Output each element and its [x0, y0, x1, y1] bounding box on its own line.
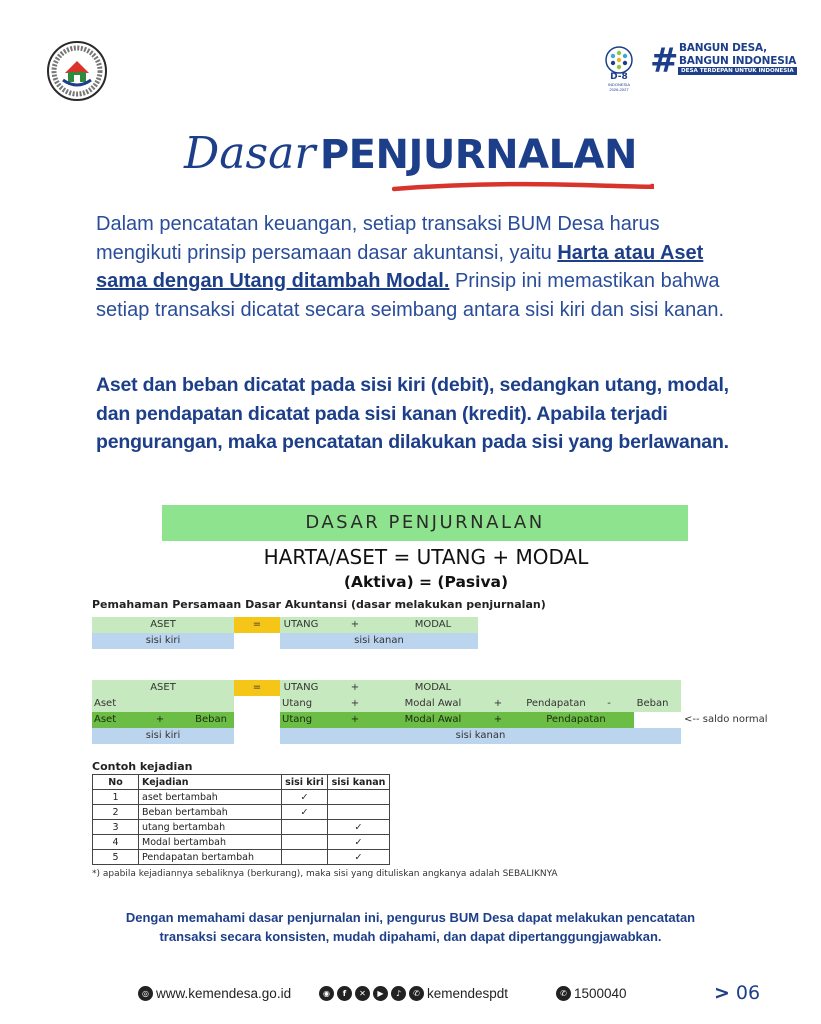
intro-text-before: Dalam pencatatan keuangan, setiap transaksi BUM Desa harus mengikuti prinsip persamaan dasar akuntansi, yaitu — [96, 213, 660, 264]
table-row — [93, 805, 390, 820]
t1-aset-header: ASET — [92, 617, 234, 633]
t1-modal-header: MODAL — [388, 617, 478, 633]
intro-paragraph — [96, 210, 736, 324]
example-left-check: ✓ — [282, 790, 328, 805]
figure-banner: DASAR PENJURNALAN — [162, 505, 688, 541]
x-icon[interactable]: ✕ — [355, 986, 370, 1001]
example-right-check — [328, 790, 390, 805]
journal-basics-figure — [86, 495, 766, 887]
d8-sub-country: INDONESIA — [607, 82, 630, 87]
example-no: 3 — [93, 820, 139, 835]
tiktok-icon[interactable]: ♪ — [391, 986, 406, 1001]
example-right-check: ✓ — [328, 820, 390, 835]
t1-plus: + — [322, 617, 388, 633]
example-right-check: ✓ — [328, 835, 390, 850]
t2-utang-header: UTANG — [280, 680, 322, 696]
example-right-check: ✓ — [328, 850, 390, 865]
chevron-right-icon: > — [714, 982, 730, 1004]
example-header-right: sisi kanan — [328, 775, 390, 790]
intro-text-after: Prinsip ini memastikan bahwa setiap transaksi dicatat secara seimbang antara sisi kiri dan sisi kanan. — [96, 270, 725, 321]
table-row — [93, 835, 390, 850]
t2-header-fill — [478, 680, 681, 696]
intro-highlight: Harta atau Aset sama dengan Utang ditambah Modal. — [96, 241, 704, 292]
facebook-icon[interactable]: f — [337, 986, 352, 1001]
rule-paragraph: Aset dan beban dicatat pada sisi kiri (debit), sedangkan utang, modal, dan pendapatan dicatat pada sisi kanan (kredit). Apabila terjadi pengurangan, maka pencatatan dilakukan pada sisi yang berlawanan. — [96, 374, 729, 453]
title-underline-brush — [392, 180, 654, 194]
t1-left-side: sisi kiri — [92, 633, 234, 649]
t2-r1-modal: Modal Awal — [388, 696, 478, 712]
social-handle: kemendespdt — [427, 985, 509, 1001]
example-left-check — [282, 850, 328, 865]
table-row — [93, 850, 390, 865]
phone-icon: ✆ — [556, 986, 571, 1001]
t2-r1-plus1: + — [322, 696, 388, 712]
t2-r2-plus2: + — [478, 712, 518, 728]
campaign-line-2: BANGUN INDONESIA — [679, 55, 797, 67]
t1-equals: = — [234, 617, 280, 633]
youtube-icon[interactable]: ▶ — [373, 986, 388, 1001]
d8-label: D-8 — [610, 72, 628, 82]
example-no: 2 — [93, 805, 139, 820]
t2-left-side: sisi kiri — [92, 728, 234, 744]
example-left-check: ✓ — [282, 805, 328, 820]
t2-r2-aset: Aset — [92, 712, 132, 728]
campaign-line-1: BANGUN DESA, — [679, 42, 767, 54]
t2-r1-utang: Utang — [280, 696, 322, 712]
example-event: aset bertambah — [139, 790, 282, 805]
table-row — [93, 790, 390, 805]
page-number-value: 06 — [735, 982, 761, 1004]
t2-plus: + — [322, 680, 388, 696]
example-table — [92, 774, 390, 865]
example-event: Beban bertambah — [139, 805, 282, 820]
whatsapp-icon[interactable]: ✆ — [409, 986, 424, 1001]
hashtag-icon: # — [650, 41, 679, 81]
example-footnote: *) apabila kejadiannya sebaliknya (berkurang), maka sisi yang dituliskan angkanya adalah SEBALIKNYA — [92, 869, 558, 879]
globe-icon: ◎ — [138, 986, 153, 1001]
example-header-no: No — [93, 775, 139, 790]
t2-r1-beban: Beban — [624, 696, 681, 712]
closing-statement: Dengan memahami dasar penjurnalan ini, pengurus BUM Desa dapat melakukan pencatatan transaksi secara konsisten, mudah dipahami, dan dapat dipertanggungjawabkan. — [125, 910, 696, 944]
d8-sub-years: 2026-2027 — [609, 87, 629, 92]
t1-right-side: sisi kanan — [280, 633, 478, 649]
t2-r2-utang: Utang — [280, 712, 322, 728]
footer-social[interactable] — [319, 984, 508, 1002]
t2-r2-plus1: + — [322, 712, 388, 728]
example-event: Modal bertambah — [139, 835, 282, 850]
accounting-equation: HARTA/ASET = UTANG + MODAL — [263, 545, 589, 569]
ministry-logo — [46, 40, 108, 102]
title-bold: PENJURNALAN — [319, 132, 637, 178]
example-no: 1 — [93, 790, 139, 805]
footer-website[interactable] — [138, 984, 291, 1002]
example-no: 4 — [93, 835, 139, 850]
example-header-row — [93, 775, 390, 790]
campaign-tagline: DESA TERDEPAN UNTUK INDONESIA — [678, 67, 797, 75]
t2-r2-modal: Modal Awal — [388, 712, 478, 728]
t2-aset-header: ASET — [92, 680, 234, 696]
figure-section-title: Pemahaman Persamaan Dasar Akuntansi (dasar melakukan penjurnalan) — [92, 598, 546, 611]
example-left-check — [282, 820, 328, 835]
example-left-check — [282, 835, 328, 850]
page-number — [714, 982, 760, 1004]
t2-r1-minus: - — [594, 696, 624, 712]
t2-r1-plus2: + — [478, 696, 518, 712]
example-no: 5 — [93, 850, 139, 865]
example-header-event: Kejadian — [139, 775, 282, 790]
campaign-title — [679, 42, 796, 68]
example-event: utang bertambah — [139, 820, 282, 835]
example-title: Contoh kejadian — [92, 760, 193, 773]
example-right-check — [328, 805, 390, 820]
table-row — [93, 820, 390, 835]
t2-r2-plus: + — [132, 712, 188, 728]
t2-r2-beban: Beban — [188, 712, 234, 728]
t1-utang-header: UTANG — [280, 617, 322, 633]
example-header-left: sisi kiri — [282, 775, 328, 790]
t2-right-side: sisi kanan — [280, 728, 681, 744]
t2-r1-aset: Aset — [92, 696, 234, 712]
website-text: www.kemendesa.go.id — [156, 985, 292, 1001]
t2-equals: = — [234, 680, 280, 696]
instagram-icon[interactable]: ◉ — [319, 986, 334, 1001]
footer-phone[interactable] — [556, 984, 627, 1002]
title-script: Dasar — [184, 128, 316, 179]
saldo-normal-note: <-- saldo normal — [684, 714, 768, 725]
phone-number: 1500040 — [574, 985, 627, 1001]
t2-r2-pendapatan: Pendapatan — [518, 712, 634, 728]
accounting-equation-sub: (Aktiva) = (Pasiva) — [343, 573, 509, 591]
t2-modal-header: MODAL — [388, 680, 478, 696]
t2-r1-pendapatan: Pendapatan — [518, 696, 594, 712]
example-event: Pendapatan bertambah — [139, 850, 282, 865]
page-title — [0, 128, 821, 179]
